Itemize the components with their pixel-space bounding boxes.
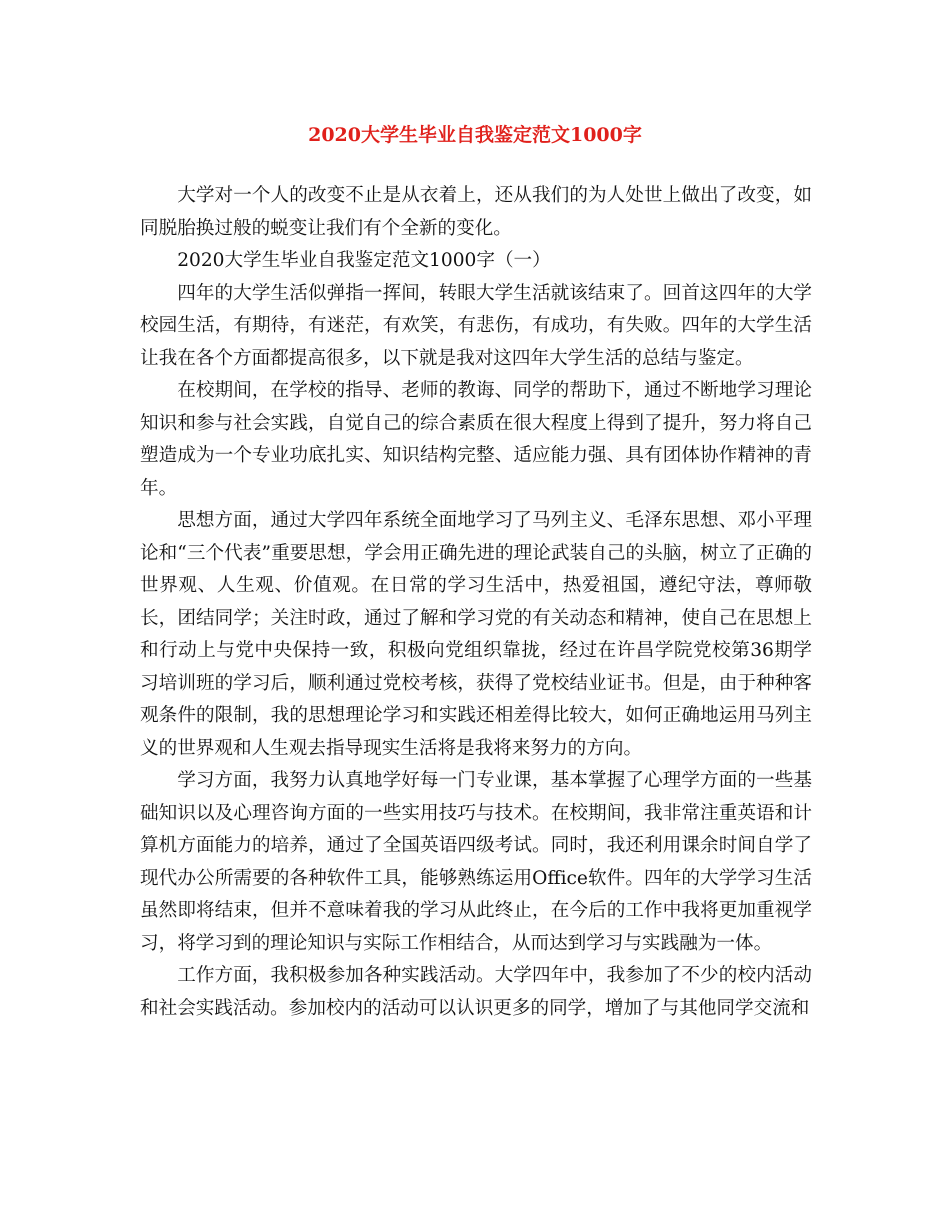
section-heading: 2020大学生毕业自我鉴定范文1000字（一） — [177, 250, 551, 271]
document-title: 2020大学生毕业自我鉴定范文1000字 — [308, 124, 642, 146]
paragraph-ideology: 思想方面，通过大学四年系统全面地学习了马列主义、毛泽东思想、邓小平理论和“三个代表”重要思想，学会用正确先进的理论武装自己的头脑，树立了正确的世界观、人生观、价值观。在日常的学习生活中，热爱祖国，遵纪守法，尊师敬长，团结同学；关注时政，通过了解和学习党的有关动态和精神，使自己在思想上和行动上与党中央保持一致，积极向党组织靠拢，经过在许昌学院党校第36期学习培训班的学习后，顺利通过党校考核，获得了党校结业证书。但是，由于种种客观条件的限制，我的思想理论学习和实践还相差得比较大，如何正确地运用马列主义的世界观和人生观去指导现实生活将是我将来努力的方向。 — [140, 510, 812, 759]
document-body — [140, 180, 812, 1025]
paragraph-school-period: 在校期间，在学校的指导、老师的教诲、同学的帮助下，通过不断地学习理论知识和参与社会实践，自觉自己的综合素质在很大程度上得到了提升，努力将自己塑造成为一个专业功底扎实、知识结构完整、适应能力强、具有团体协作精神的青年。 — [140, 380, 812, 499]
paragraph-intro: 大学对一个人的改变不止是从衣着上，还从我们的为人处世上做出了改变，如同脱胎换过般的蜕变让我们有个全新的变化。 — [140, 185, 812, 239]
paragraph-work: 工作方面，我积极参加各种实践活动。大学四年中，我参加了不少的校内活动和社会实践活动。参加校内的活动可以认识更多的同学，增加了与其他同学交流和 — [140, 965, 812, 1019]
paragraph-opening: 四年的大学生活似弹指一挥间，转眼大学生活就该结束了。回首这四年的大学校园生活，有期待，有迷茫，有欢笑，有悲伤，有成功，有失败。四年的大学生活让我在各个方面都提高很多，以下就是我对这四年大学生活的总结与鉴定。 — [140, 282, 812, 369]
paragraph-study: 学习方面，我努力认真地学好每一门专业课，基本掌握了心理学方面的一些基础知识以及心理咨询方面的一些实用技巧与技术。在校期间，我非常注重英语和计算机方面能力的培养，通过了全国英语四级考试。同时，我还利用课余时间自学了现代办公所需要的各种软件工具，能够熟练运用Office软件。四年的大学学习生活虽然即将结束，但并不意味着我的学习从此终止，在今后的工作中我将更加重视学习，将学习到的理论知识与实际工作相结合，从而达到学习与实践融为一体。 — [140, 770, 812, 954]
